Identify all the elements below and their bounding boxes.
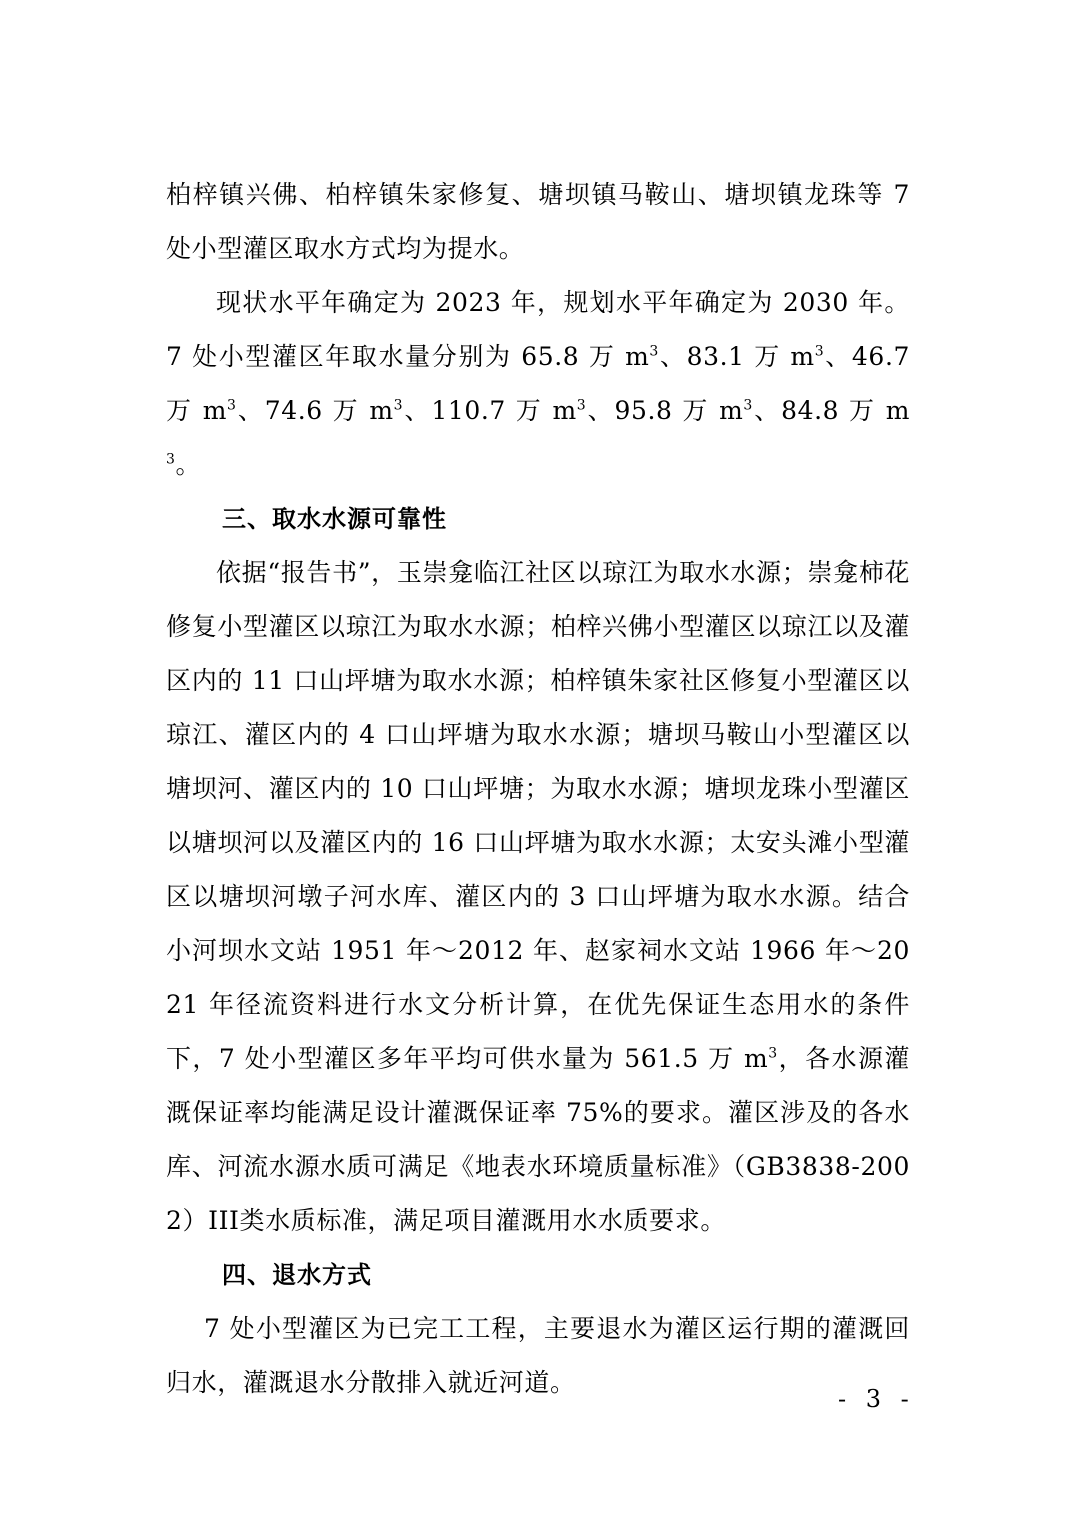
paragraph-drainage: 7 处小型灌区为已完工工程，主要退水为灌区运行期的灌溉回归水，灌溉退水分散排入就近河道。	[166, 1314, 910, 1397]
unit-superscript: 3	[393, 397, 404, 414]
unit-superscript: 3	[227, 397, 237, 414]
water-source-text-1: 依据“报告书”，玉崇龛临江社区以琼江为取水水源；崇龛柿花修复小型灌区以琼江为取水水源；柏梓兴佛小型灌区以琼江以及灌区内的 11 口山坪塘为取水水源；柏梓镇朱家社区修复小型灌区以琼江、灌区内的 4 口山坪塘为取水水源；塘坝马鞍山小型灌区以塘坝河、灌区内的 10 口山坪塘；为取水水源；塘坝龙珠小型灌区以塘坝河以及灌区内的 16 口山坪塘为取水水源；太安头滩小型灌区以塘坝河墩子河水库、灌区内的 3 口山坪塘为取水水源。结合小河坝水文站 1951 年～2012 年、赵家祠水文站 1966 年～2021 年径流资料进行水文分析计算，在优先保证生态用水的条件下，7 处小型灌区多年平均可供水量为 561.5 万 m	[166, 558, 910, 1073]
unit-superscript: 3	[576, 397, 587, 414]
unit-superscript: 3	[166, 451, 176, 468]
section-heading-drainage: 四、退水方式	[222, 1261, 372, 1289]
paragraph-water-source	[166, 546, 910, 1248]
volume-text-3: 、46.7 万 m	[166, 342, 910, 425]
section-heading-water-source: 三、取水水源可靠性	[222, 505, 447, 533]
volume-text-8: 。	[175, 450, 202, 479]
volume-text-4: 、74.6 万 m	[236, 396, 394, 425]
volume-text-7: 、84.8 万 m	[752, 396, 911, 425]
unit-superscript: 3	[743, 397, 753, 414]
unit-superscript: 3	[649, 343, 659, 360]
volume-text-6: 、95.8 万 m	[586, 396, 744, 425]
unit-superscript: 3	[768, 1045, 778, 1062]
unit-superscript: 3	[814, 343, 825, 360]
page-body	[166, 168, 910, 1410]
paragraph-intake-method: 柏梓镇兴佛、柏梓镇朱家修复、塘坝镇马鞍山、塘坝镇龙珠等 7 处小型灌区取水方式均为提水。	[166, 180, 910, 263]
paragraph-water-volume	[166, 276, 910, 492]
water-source-text-2: ，各水源灌溉保证率均能满足设计灌溉保证率 75%的要求。灌区涉及的各水库、河流水源水质可满足《地表水环境质量标准》（GB3838-2002）III类水质标准，满足项目灌溉用水水质要求。	[166, 1044, 910, 1235]
volume-text-5: 、110.7 万 m	[403, 396, 577, 425]
page-number: - 3 -	[838, 1385, 915, 1413]
volume-text-2: 、83.1 万 m	[658, 342, 815, 371]
volume-text-1: 现状水平年确定为 2023 年，规划水平年确定为 2030 年。7 处小型灌区年取水量分别为 65.8 万 m	[166, 288, 910, 371]
